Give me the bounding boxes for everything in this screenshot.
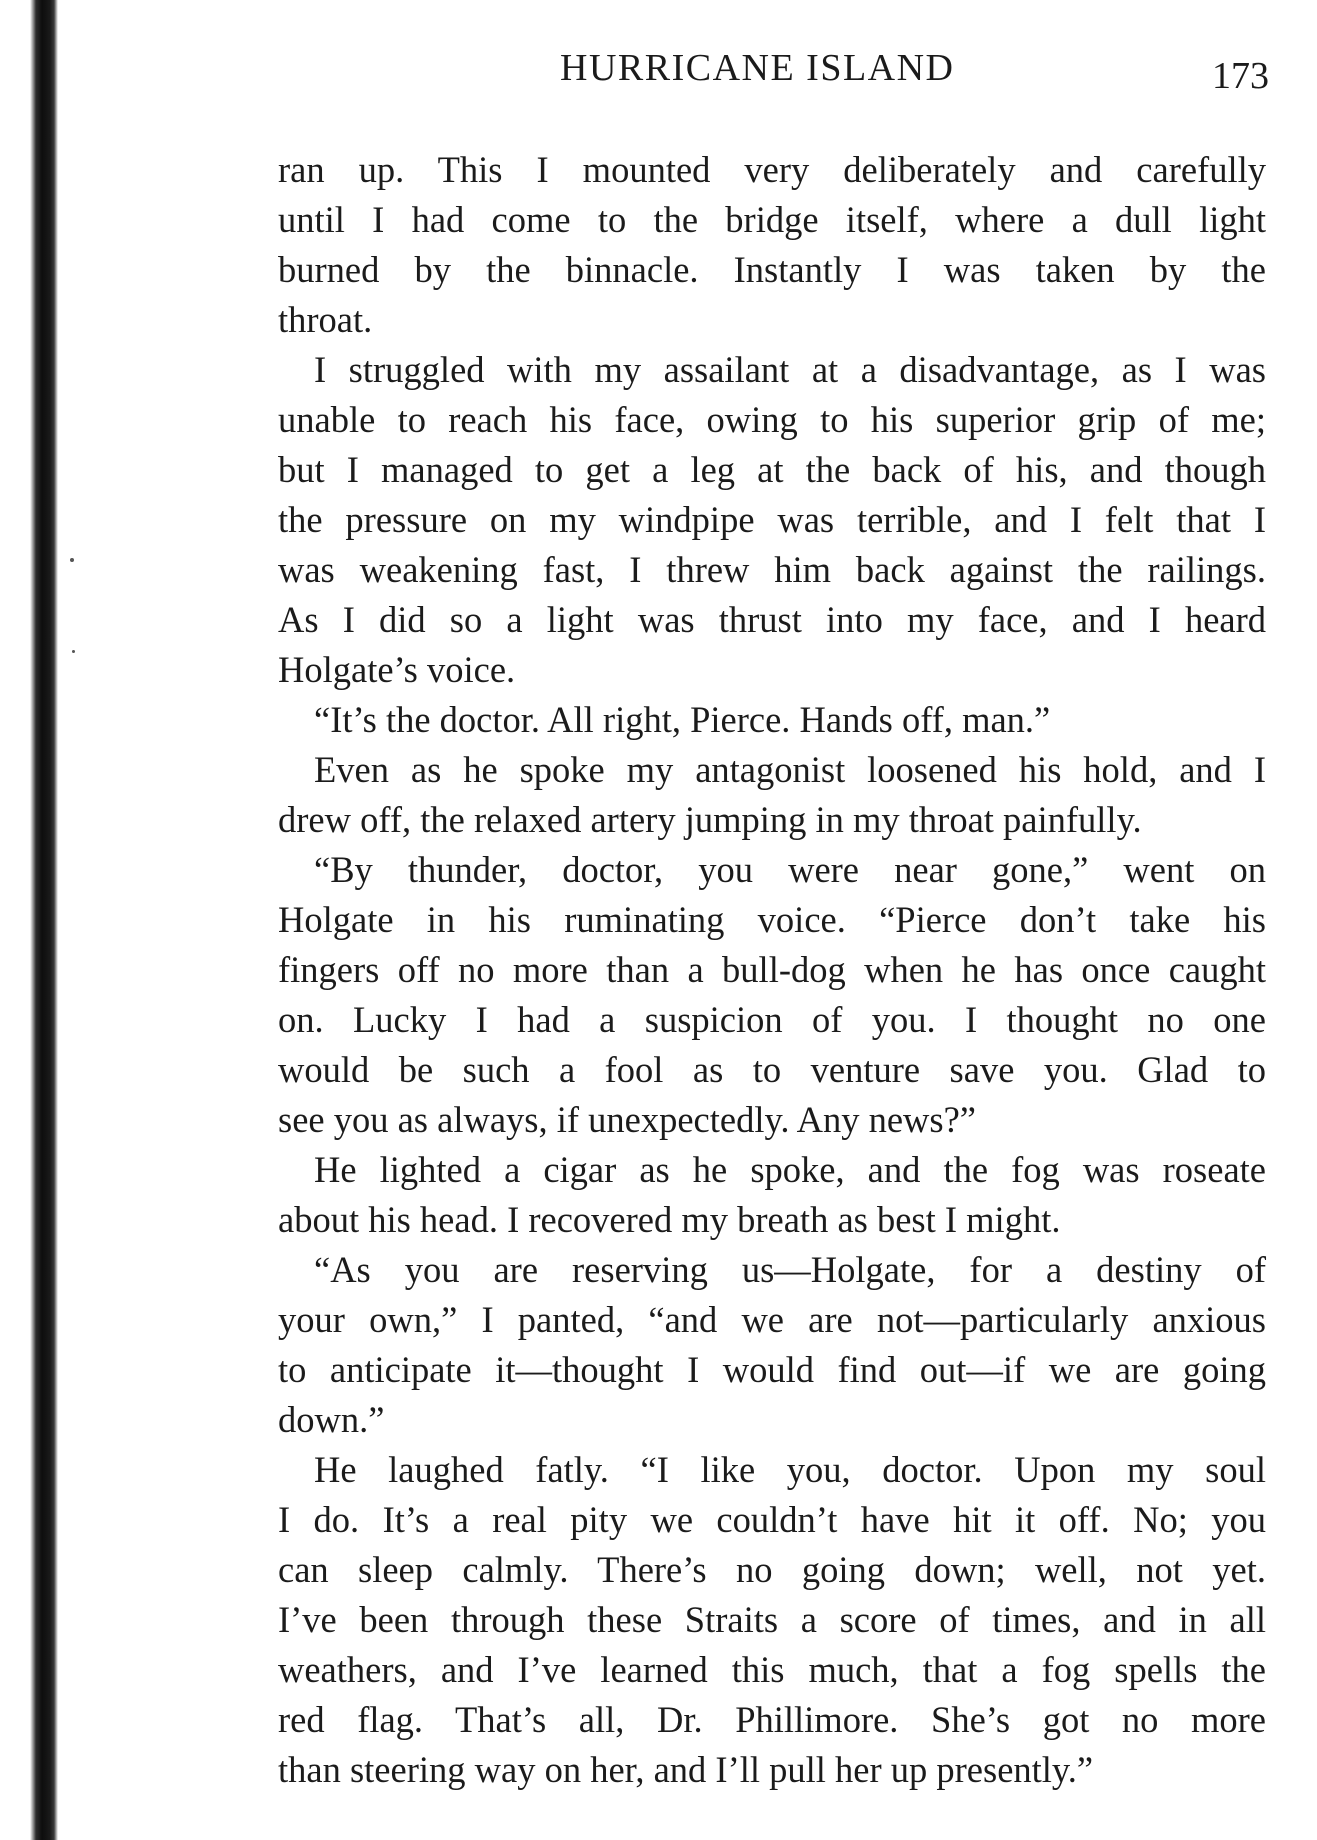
text-line: about his head. I recovered my breath as best I might. <box>278 1199 1061 1240</box>
paper-speck <box>70 558 74 562</box>
text-line: “By thunder, doctor, you were near gone,” went on <box>314 849 1266 890</box>
paragraph <box>278 845 1266 1145</box>
text-line: ran up. This I mounted very deliberately and carefully <box>278 149 1266 190</box>
text-line: until I had come to the bridge itself, where a dull light <box>278 199 1266 240</box>
paragraph <box>278 1245 1266 1445</box>
text-line: I struggled with my assailant at a disadvantage, as I was <box>314 349 1266 390</box>
page-number: 173 <box>1212 55 1269 97</box>
paragraph <box>278 145 1266 345</box>
text-line: drew off, the relaxed artery jumping in my throat painfully. <box>278 799 1142 840</box>
text-line: was weakening fast, I threw him back against the railings. <box>278 549 1266 590</box>
paragraph <box>278 1445 1266 1795</box>
text-line: on. Lucky I had a suspicion of you. I thought no one <box>278 999 1266 1040</box>
text-line: but I managed to get a leg at the back of his, and though <box>278 449 1266 490</box>
text-line: would be such a fool as to venture save you. Glad to <box>278 1049 1266 1090</box>
book-binding-edge <box>0 0 58 1840</box>
text-line: weathers, and I’ve learned this much, that a fog spells the <box>278 1649 1266 1690</box>
text-line: Holgate’s voice. <box>278 649 516 690</box>
text-line: burned by the binnacle. Instantly I was taken by the <box>278 249 1266 290</box>
text-line: than steering way on her, and I’ll pull her up presently.” <box>278 1749 1094 1790</box>
paper-speck <box>72 650 75 653</box>
body-text <box>278 145 1266 1795</box>
page-header <box>0 46 1317 96</box>
text-line: fingers off no more than a bull-dog when he has once caught <box>278 949 1266 990</box>
text-line: He laughed fatly. “I like you, doctor. Upon my soul <box>314 1449 1266 1490</box>
text-line: can sleep calmly. There’s no going down; well, not yet. <box>278 1549 1266 1590</box>
text-line: throat. <box>278 299 373 340</box>
text-line: Even as he spoke my antagonist loosened his hold, and I <box>314 749 1266 790</box>
text-line: your own,” I panted, “and we are not—particularly anxious <box>278 1299 1266 1340</box>
text-line: the pressure on my windpipe was terrible, and I felt that I <box>278 499 1266 540</box>
paragraph <box>278 345 1266 695</box>
text-line: I do. It’s a real pity we couldn’t have hit it off. No; you <box>278 1499 1266 1540</box>
paragraph <box>278 745 1266 845</box>
text-line: As I did so a light was thrust into my face, and I heard <box>278 599 1266 640</box>
text-line: down.” <box>278 1399 385 1440</box>
text-line: red flag. That’s all, Dr. Phillimore. She’s got no more <box>278 1699 1266 1740</box>
text-line: I’ve been through these Straits a score of times, and in all <box>278 1599 1266 1640</box>
running-head: HURRICANE ISLAND <box>560 47 955 89</box>
text-line: He lighted a cigar as he spoke, and the fog was roseate <box>314 1149 1266 1190</box>
text-line: “As you are reserving us—Holgate, for a destiny of <box>314 1249 1266 1290</box>
text-line: see you as always, if unexpectedly. Any news?” <box>278 1099 977 1140</box>
paragraph <box>278 695 1266 745</box>
text-line: unable to reach his face, owing to his superior grip of me; <box>278 399 1266 440</box>
text-line: “It’s the doctor. All right, Pierce. Hands off, man.” <box>314 699 1051 740</box>
text-line: Holgate in his ruminating voice. “Pierce don’t take his <box>278 899 1266 940</box>
paragraph <box>278 1145 1266 1245</box>
text-line: to anticipate it—thought I would find out—if we are going <box>278 1349 1266 1390</box>
